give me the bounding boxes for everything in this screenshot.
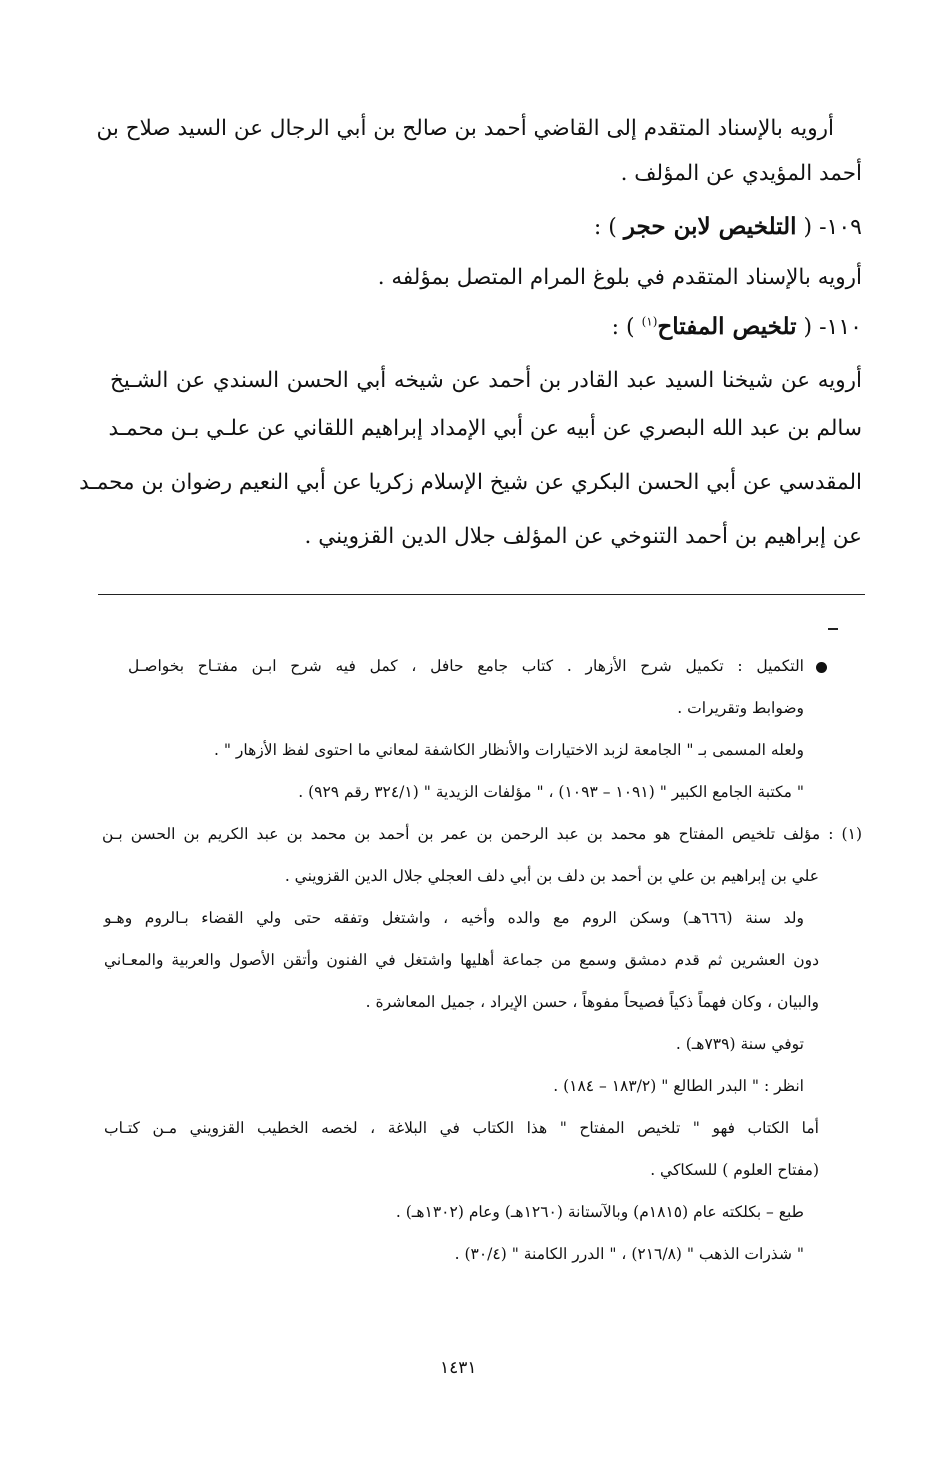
footnote-1-line-3: ولد سنة (٦٦٦هـ) وسكن الروم مع والده وأخيه ، واشتغل وتفقه حتى ولي القضاء بـالروم وهـو [104,909,804,927]
footnote-separator [98,594,865,595]
entry-110-title: تلخيص المفتاح [657,313,797,340]
entry-110-close: ) : [611,315,642,340]
entry-109-title: التلخيص لابن حجر [623,213,797,240]
entry-109-close: ) : [593,215,624,240]
footnote-1-line-10: طبع – بكلكته عام (١٨١٥م) وبالآستانة (١٢٦٠هـ) وعام (١٣٠٢هـ) . [395,1203,804,1221]
footnote-1-line-2: علي بن إبراهيم بن علي بن أحمد بن دلف بن أبي دلف العجلي جلال الدين القزويني . [284,867,819,885]
entry-109-heading [594,213,862,240]
footnote-0-line-2: وضوابط وتقريرات . [677,699,804,717]
footnote-1-line-4: دون العشرين ثم قدم دمشق وسمع من جماعة أهليها واشتغل في الفنون وأتقن الأصول والعربية والمعـاني [104,951,819,969]
footnote-1-line-8: أما الكتاب فهو " تلخيص المفتاح " هذا الكتاب في البلاغة ، لخصه الخطيب القزويني مـن كتـاب [104,1119,819,1137]
footnote-1-line-11: " شذرات الذهب " (٢١٦/٨) ، " الدرر الكامنة " (٣٠/٤) . [454,1245,804,1263]
main-paragraph-3-line-1: أرويه عن شيخنا السيد عبد القادر بن أحمد عن شيخه أبي الحسن السندي عن الشـيخ [110,368,862,393]
footnote-1-line-6: توفي سنة (٧٣٩هـ) . [675,1035,804,1053]
footnote-1-line-9: (مفتاح العلوم ) للسكاكي . [650,1161,819,1179]
main-paragraph-3-line-4: عن إبراهيم بن أحمد التنوخي عن المؤلف جلال الدين القزويني . [304,524,862,549]
main-paragraph-1-line-1: أرويه بالإسناد المتقدم إلى القاضي أحمد بن صالح بن أبي الرجال عن السيد صلاح بن [96,116,834,141]
footnote-0-line-3: ولعله المسمى بـ " الجامعة لزبد الاختيارات والأنظار الكاشفة لمعاني ما احتوى لفظ الأزهار " . [214,741,804,759]
entry-110-heading [612,313,862,340]
entry-110-number: ١١٠- ( [796,315,862,340]
footnote-1-line-5: والبيان ، وكان فهماً ذكياً فصيحاً مفوهاً ، حسن الإيراد ، جميل المعاشرة . [365,993,819,1011]
main-paragraph-1-line-2: أحمد المؤيدي عن المؤلف . [620,161,862,186]
footnote-ref-1: (١) [641,314,658,329]
main-paragraph-2: أرويه بالإسناد المتقدم في بلوغ المرام المتصل بمؤلفه . [377,265,862,290]
main-paragraph-3-line-3: المقدسي عن أبي الحسن البكري عن شيخ الإسلام زكريا عن أبي النعيم رضوان بن محمـد [79,470,862,495]
footnote-0-line-1: التكميل : تكميل شرح الأزهار . كتاب جامع حافل ، كمل فيه شرح ابـن مفتـاح بخواصـل [128,657,804,675]
footnote-mark [828,628,838,630]
main-paragraph-3-line-2: سالم بن عبد الله البصري عن أبيه عن أبي الإمداد إبراهيم اللقاني عن علـي بـن محمـد [108,416,862,441]
footnote-bullet [816,662,827,673]
footnote-1-line-1: (١) : مؤلف تلخيص المفتاح هو محمد بن عبد الرحمن بن عمر بن أحمد بن محمد بن عبد الكريم بن الحسن بـن [102,825,862,843]
page-number: ١٤٣١ [440,1358,477,1378]
footnote-1-line-7: انظر : " البدر الطالع " (١٨٣/٢ – ١٨٤) . [553,1077,804,1095]
footnote-0-line-4: " مكتبة الجامع الكبير " (١٠٩١ – ١٠٩٣) ، " مؤلفات الزيدية " (٣٢٤/١ رقم ٩٢٩) . [298,783,804,801]
entry-109-number: ١٠٩- ( [796,215,862,240]
